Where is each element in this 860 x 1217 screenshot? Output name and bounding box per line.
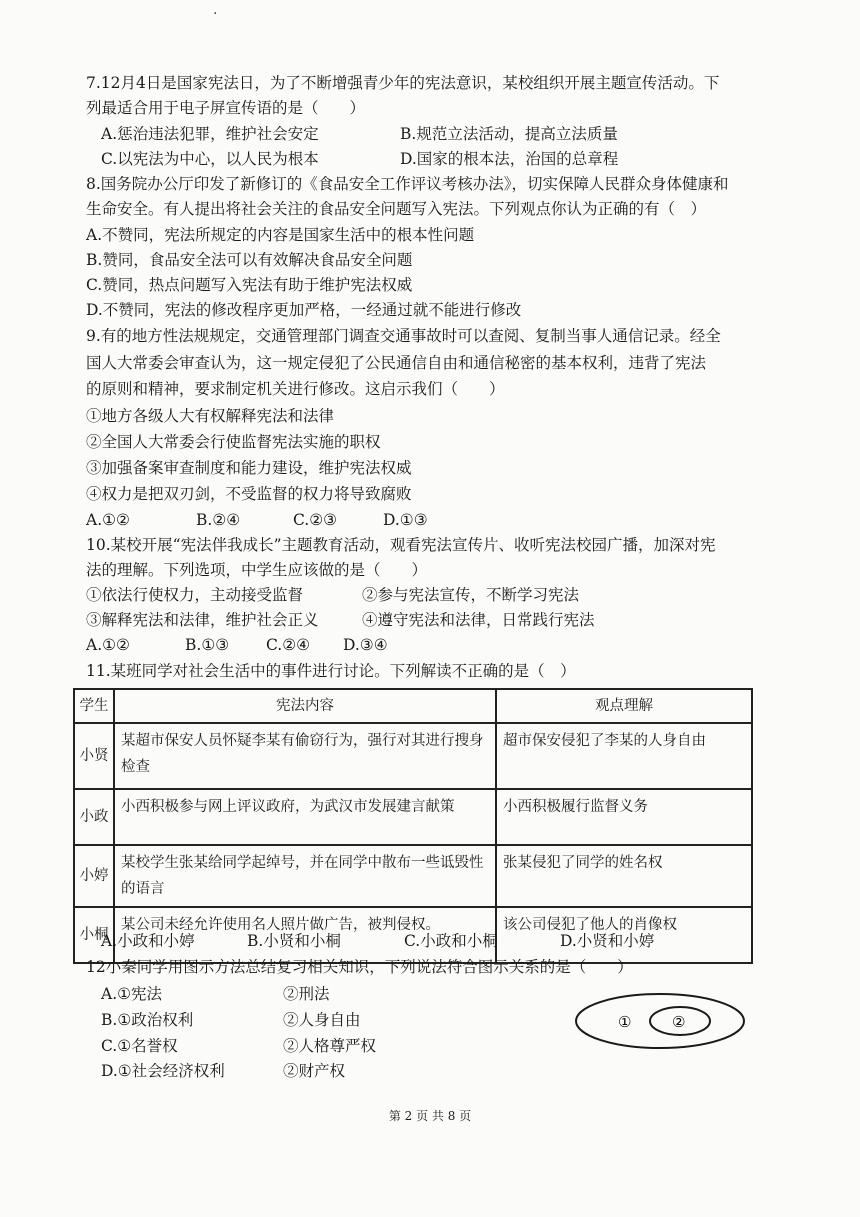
q10-stem-line2: 法的理解。下列选项，中学生应该做的是（ ）: [86, 561, 428, 579]
q8-stem-line2: 生命安全。有人提出将社会关注的食品安全问题写入宪法。下列观点你认为正确的有（ ）: [86, 200, 707, 218]
row-content: 某超市保安人员怀疑李某有偷窃行为，强行对其进行搜身检查: [114, 723, 496, 789]
q11-option-c: C.小政和小桐: [404, 932, 498, 950]
table-row: [74, 723, 752, 789]
header-content: 宪法内容: [114, 689, 496, 723]
q10-option-c: C.②④: [266, 636, 311, 654]
q9-statement-2: ②全国人大常委会行使监督宪法实施的职权: [86, 433, 381, 451]
row-student: 小桐: [74, 907, 114, 963]
q12-option-c-2: ②人格尊严权: [283, 1037, 377, 1055]
q12-option-a-2: ②刑法: [283, 985, 330, 1003]
q12-option-d-2: ②财产权: [283, 1062, 346, 1080]
row-student: 小贤: [74, 723, 114, 789]
q12-stem: 12小秦同学用图示方法总结复习相关知识，下列说法符合图示关系的是（ ）: [86, 958, 633, 976]
q12-option-b-2: ②人身自由: [283, 1011, 361, 1029]
row-content: 小西积极参与网上评议政府，为武汉市发展建言献策: [114, 789, 496, 845]
q9-stem-line2: 国人大常委会审查认为，这一规定侵犯了公民通信自由和通信秘密的基本权利，违背了宪法: [86, 354, 707, 372]
table-row: [74, 845, 752, 907]
scan-mark: ·: [213, 6, 218, 22]
row-view: 张某侵犯了同学的姓名权: [496, 845, 752, 907]
q10-option-b: B.①③: [185, 636, 230, 654]
row-content: 某校学生张某给同学起绰号，并在同学中散布一些诋毁性的语言: [114, 845, 496, 907]
q10-option-a: A.①②: [86, 636, 130, 654]
q11-table: [73, 688, 753, 964]
q12-option-b-1: B.①政治权利: [101, 1011, 194, 1029]
q9-option-b: B.②④: [196, 511, 241, 529]
q10-stem-line1: 10.某校开展“宪法伴我成长”主题教育活动，观看宪法宣传片、收听宪法校园广播，加深对宪: [86, 536, 716, 554]
table-header-row: [74, 689, 752, 723]
q7-option-c: C.以宪法为中心，以人民为根本: [101, 150, 319, 168]
q10-option-d: D.③④: [343, 636, 388, 654]
q9-option-c: C.②③: [293, 511, 338, 529]
q12-option-d-1: D.①社会经济权利: [101, 1062, 225, 1080]
q10-statement-3: ③解释宪法和法律，维护社会正义: [86, 611, 319, 629]
q12-option-a-1: A.①宪法: [101, 985, 163, 1003]
row-view: 超市保安侵犯了李某的人身自由: [496, 723, 752, 789]
page-footer: 第 2 页 共 8 页: [388, 1109, 472, 1123]
row-student: 小婷: [74, 845, 114, 907]
q11-stem: 11.某班同学对社会生活中的事件进行讨论。下列解读不正确的是（ ）: [86, 662, 576, 680]
q9-statement-3: ③加强备案审查制度和能力建设，维护宪法权威: [86, 459, 412, 477]
q9-statement-4: ④权力是把双刃剑，不受监督的权力将导致腐败: [86, 485, 412, 503]
outer-ellipse: [576, 994, 744, 1048]
q8-option-a: A.不赞同，宪法所规定的内容是国家生活中的根本性问题: [86, 226, 475, 244]
q9-option-d: D.①③: [383, 511, 428, 529]
header-view: 观点理解: [496, 689, 752, 723]
q11-option-d: D.小贤和小婷: [560, 932, 655, 950]
header-student: 学生: [74, 689, 114, 723]
row-content: 某公司未经允许使用名人照片做广告，被判侵权。: [114, 907, 496, 963]
q8-option-c: C.赞同，热点问题写入宪法有助于维护宪法权威: [86, 276, 413, 294]
row-view: 小西积极履行监督义务: [496, 789, 752, 845]
table-row: [74, 789, 752, 845]
q9-statement-1: ①地方各级人大有权解释宪法和法律: [86, 407, 335, 425]
q9-stem-line1: 9.有的地方性法规规定，交通管理部门调查交通事故时可以查阅、复制当事人通信记录。经全: [86, 327, 721, 345]
q7-stem-line1: 7.12月4日是国家宪法日，为了不断增强青少年的宪法意识，某校组织开展主题宣传活动。下: [86, 74, 720, 92]
q7-option-b: B.规范立法活动，提高立法质量: [400, 125, 618, 143]
row-view: 该公司侵犯了他人的肖像权: [496, 907, 752, 963]
nested-ellipse-diagram: [572, 990, 752, 1052]
q9-stem-line3: 的原则和精神，要求制定机关进行修改。这启示我们（ ）: [86, 380, 505, 398]
inner-label: ②: [672, 1013, 686, 1031]
q8-stem-line1: 8.国务院办公厅印发了新修订的《食品安全工作评议考核办法》，切实保障人民群众身体健康和: [86, 175, 729, 193]
q11-option-b: B.小贤和小桐: [247, 932, 341, 950]
q9-option-a: A.①②: [86, 511, 130, 529]
q7-option-d: D.国家的根本法，治国的总章程: [400, 150, 619, 168]
q11-option-a: A.小政和小婷: [101, 932, 195, 950]
outer-label: ①: [618, 1013, 632, 1031]
q8-option-d: D.不赞同，宪法的修改程序更加严格，一经通过就不能进行修改: [86, 301, 522, 319]
q7-stem-line2: 列最适合用于电子屏宣传语的是（ ）: [86, 99, 366, 117]
row-student: 小政: [74, 789, 114, 845]
q10-statement-4: ④遵守宪法和法律，日常践行宪法: [362, 611, 595, 629]
q8-option-b: B.赞同，食品安全法可以有效解决食品安全问题: [86, 251, 413, 269]
q10-statement-2: ②参与宪法宣传，不断学习宪法: [362, 586, 580, 604]
q7-option-a: A.惩治违法犯罪，维护社会安定: [101, 125, 319, 143]
q10-statement-1: ①依法行使权力，主动接受监督: [86, 586, 304, 604]
q12-option-c-1: C.①名誉权: [101, 1037, 178, 1055]
